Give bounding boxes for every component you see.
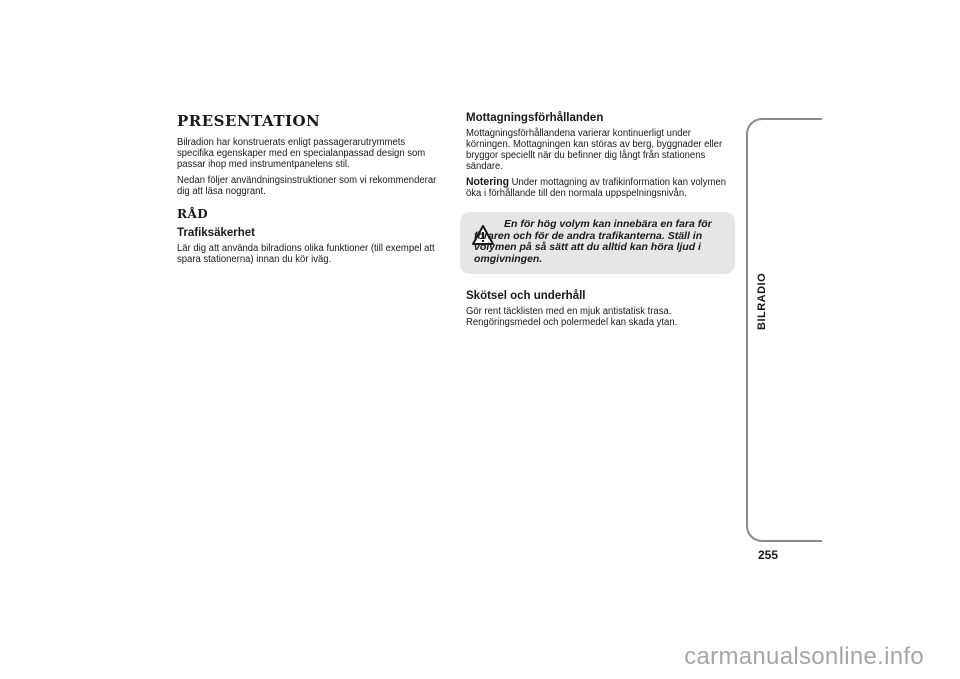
traffic-heading: Trafiksäkerhet bbox=[177, 227, 255, 239]
chapter-tab-border bbox=[746, 118, 822, 542]
note-paragraph bbox=[466, 177, 726, 199]
section-title: PRESENTATION bbox=[177, 112, 321, 130]
note-label: Notering bbox=[466, 176, 509, 188]
intro-paragraph-2: Nedan följer användningsinstruktioner som vi rekommenderar dig att läsa noggrant. bbox=[177, 175, 437, 197]
intro-paragraph-1: Bilradion har konstruerats enligt passagerarutrymmets specifika egenskaper med en specialanpassad design som passar ihop med instrumentpanelens stil. bbox=[177, 137, 426, 170]
warning-text: En för hög volym kan innebära en fara för föraren och för de andra trafikanterna. Ställ in volymen på så sätt att du alltid kan höra ljud i omgivningen. bbox=[474, 218, 712, 265]
warning-box bbox=[460, 212, 735, 274]
advice-heading: RÅD bbox=[177, 207, 209, 221]
note-text: Under mottagning av trafikinformation kan volymen öka i förhållande till den normala uppspelningsnivån. bbox=[466, 177, 727, 199]
right-column bbox=[466, 112, 740, 333]
care-heading: Skötsel och underhåll bbox=[466, 290, 586, 302]
watermark: carmanualsonline.info bbox=[684, 643, 924, 670]
left-column bbox=[177, 112, 453, 270]
care-paragraph: Gör rent täcklisten med en mjuk antistatisk trasa. Rengöringsmedel och polermedel kan skada ytan. bbox=[466, 306, 678, 328]
care-section bbox=[466, 290, 740, 328]
reception-paragraph: Mottagningsförhållandena varierar kontinuerligt under körningen. Mottagningen kan störas av berg, byggnader eller bryggor speciellt när du befinner dig långt från stationens sändare. bbox=[466, 128, 723, 172]
chapter-label: BILRADIO bbox=[756, 272, 768, 330]
traffic-paragraph: Lär dig att använda bilradions olika funktioner (till exempel att spara stationerna) innan du kör iväg. bbox=[177, 243, 435, 265]
page-number: 255 bbox=[758, 548, 779, 562]
reception-heading: Mottagningsförhållanden bbox=[466, 112, 604, 124]
